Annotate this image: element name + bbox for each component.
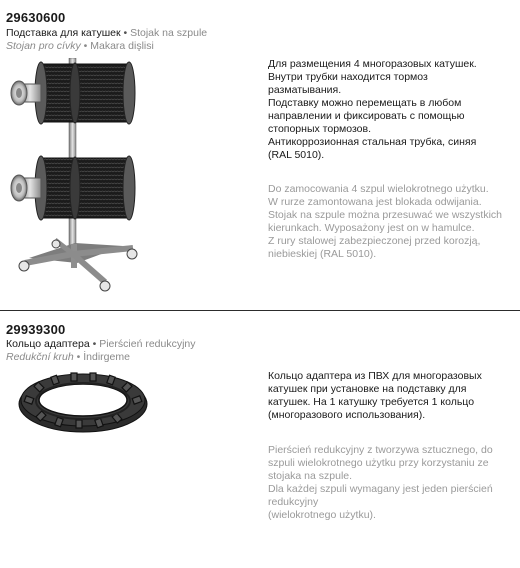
description-ru [268, 58, 518, 162]
description-ru [268, 370, 518, 422]
product-name-tr: Makara dişlisi [90, 40, 154, 52]
separator-bullet: • [92, 338, 97, 350]
description-line: szpuli wielokrotnego użytku przy korzystaniu ze [268, 457, 489, 469]
separator-bullet: • [123, 27, 128, 39]
product-code: 29939300 [6, 322, 66, 337]
description-line: направлении и фиксировать с помощью [268, 110, 465, 122]
description-line: Для размещения 4 многоразовых катушек. [268, 58, 477, 70]
description-line: стопорных тормозов. [268, 123, 372, 135]
separator-bullet: • [76, 351, 81, 363]
product-name-ru: Подставка для катушек [6, 27, 121, 39]
separator-bullet: • [83, 40, 88, 52]
description-line: kierunkach. Wyposażony jest on w hamulce. [268, 222, 475, 234]
product-name-cs: Stojan pro cívky [6, 40, 81, 52]
adapter-ring-image [16, 366, 150, 436]
description-line: Stojak na szpule można przesuwać we wszystkich [268, 209, 503, 221]
product-name-ru: Кольцо адаптера [6, 338, 90, 350]
cable-reel-stand-image [5, 58, 145, 302]
description-line: катушек при установке на подставку для [268, 383, 467, 395]
product-name-tr: İndirgeme [83, 351, 130, 363]
product-code: 29630600 [6, 10, 66, 25]
description-pl [268, 183, 518, 261]
description-line: Подставку можно перемещать в любом [268, 97, 462, 109]
product-name-line-2 [6, 40, 154, 52]
section-divider [0, 310, 520, 311]
description-line: Кольцо адаптера из ПВХ для многоразовых [268, 370, 482, 382]
description-line: (wielokrotnego użytku). [268, 509, 376, 521]
description-line: W rurze zamontowana jest blokada odwijania. [268, 196, 482, 208]
description-line: Z rury stalowej zabezpieczonej przed korozją, [268, 235, 481, 247]
description-line: разматывания. [268, 84, 342, 96]
product-name-line [6, 338, 196, 350]
product-block-adapter-ring [0, 314, 520, 568]
product-name-cs: Redukční kruh [6, 351, 74, 363]
description-line: (RAL 5010). [268, 149, 325, 161]
product-name-pl: Stojak na szpule [130, 27, 208, 39]
product-name-line [6, 27, 207, 39]
product-name-line-2 [6, 351, 130, 363]
description-pl [268, 444, 518, 522]
description-line: stojaka na szpule. [268, 470, 353, 482]
description-line: redukcyjny [268, 496, 319, 508]
description-line: Dla każdej szpuli wymagany jest jeden pierścień [268, 483, 493, 495]
description-line: Внутри трубки находится тормоз [268, 71, 428, 83]
description-line: niebieskiej (RAL 5010). [268, 248, 377, 260]
product-name-pl: Pierścień redukcyjny [99, 338, 196, 350]
description-line: Do zamocowania 4 szpul wielokrotnego użytku. [268, 183, 489, 195]
description-line: (многоразового использования). [268, 409, 426, 421]
description-line: катушек. На 1 катушку требуется 1 кольцо [268, 396, 475, 408]
description-line: Pierścień redukcyjny z tworzywa sztucznego, do [268, 444, 493, 456]
description-line: Антикоррозионная стальная трубка, синяя [268, 136, 477, 148]
